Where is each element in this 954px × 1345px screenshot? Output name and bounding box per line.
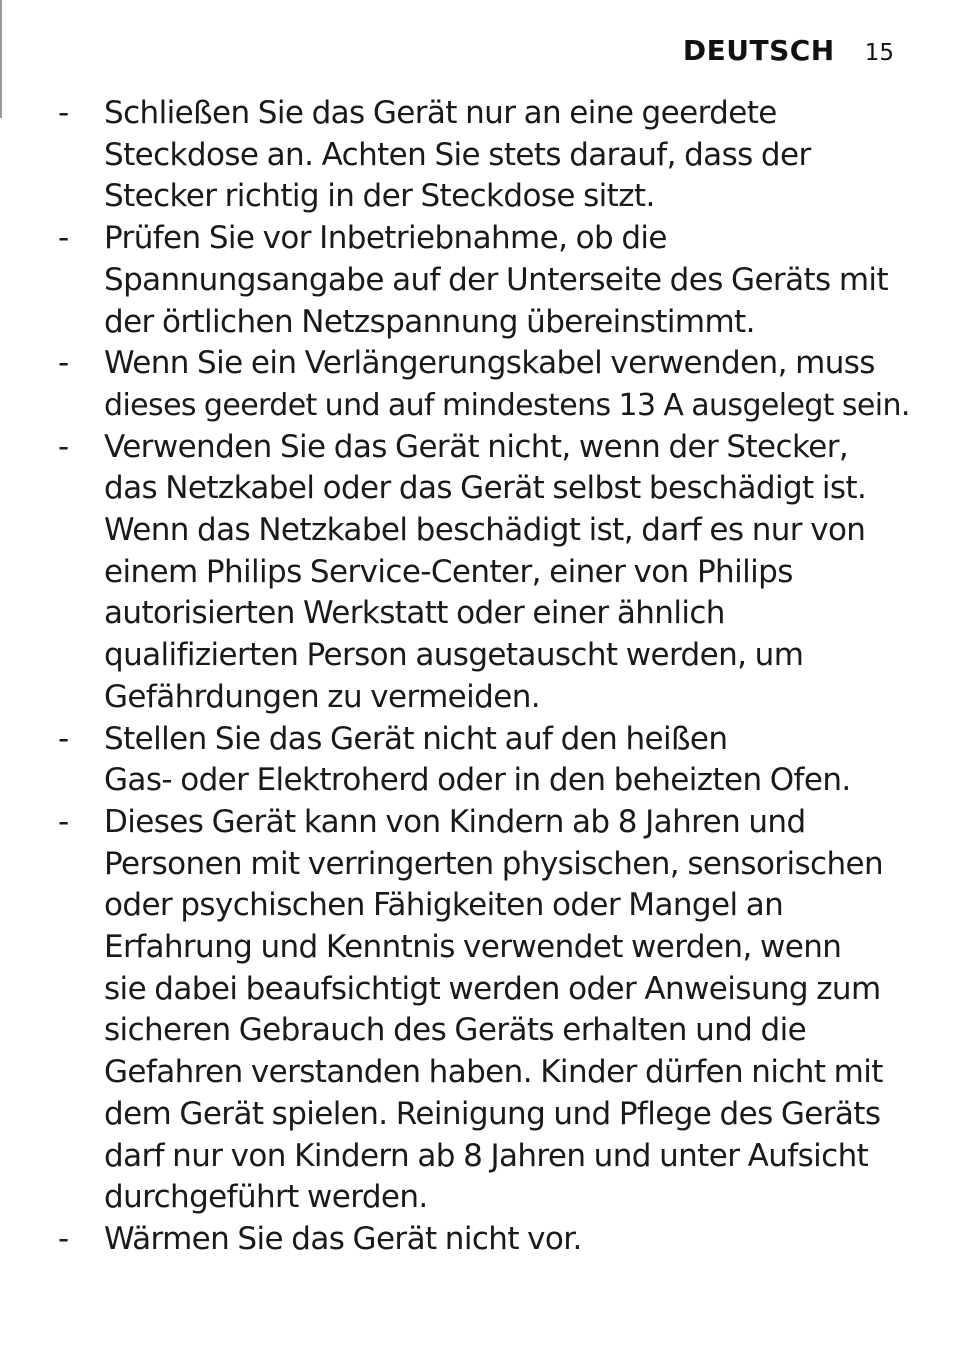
text-line: dieses geerdet und auf mindestens 13 A ausgelegt sein. <box>104 387 910 423</box>
text-line: Wärmen Sie das Gerät nicht vor. <box>104 1220 582 1257</box>
text-line: Prüfen Sie vor Inbetriebnahme, ob die <box>104 220 667 257</box>
page-number: 15 <box>864 40 894 66</box>
text-line: Personen mit verringerten physischen, sensorischen <box>104 845 884 882</box>
list-item <box>0 93 954 218</box>
list-item <box>0 343 954 426</box>
page-header <box>683 34 894 67</box>
text-line: sie dabei beaufsichtigt werden oder Anweisung zum <box>104 970 881 1007</box>
text-line: Stellen Sie das Gerät nicht auf den heißen <box>104 720 728 757</box>
safety-instructions <box>0 93 954 1261</box>
bullet-list <box>0 93 954 1261</box>
text-line: Spannungsangabe auf der Unterseite des Geräts mit <box>104 261 888 298</box>
text-line: Wenn das Netzkabel beschädigt ist, darf es nur von <box>104 512 866 549</box>
list-item <box>0 802 954 1219</box>
text-line: autorisierten Werkstatt oder einer ähnlich <box>104 595 725 632</box>
text-line: Steckdose an. Achten Sie stets darauf, dass der <box>104 136 811 173</box>
text-line: Schließen Sie das Gerät nur an eine geerdete <box>104 95 777 131</box>
text-line: durchgeführt werden. <box>104 1179 428 1216</box>
bullet-dash: - <box>58 803 69 840</box>
bullet-dash: - <box>58 1220 69 1257</box>
text-line: dem Gerät spielen. Reinigung und Pflege des Geräts <box>104 1095 881 1132</box>
text-line: qualifizierten Person ausgetauscht werden, um <box>104 637 804 674</box>
text-line: oder psychischen Fähigkeiten oder Mangel an <box>104 887 784 924</box>
text-line: Wenn Sie ein Verlängerungskabel verwenden, muss <box>104 345 875 382</box>
list-item <box>0 1219 954 1261</box>
bullet-dash: - <box>58 345 69 382</box>
list-item <box>0 427 954 719</box>
text-line: der örtlichen Netzspannung übereinstimmt. <box>104 303 755 340</box>
text-line: Dieses Gerät kann von Kindern ab 8 Jahren und <box>104 803 806 840</box>
bullet-dash: - <box>58 720 69 757</box>
section-label: DEUTSCH <box>682 34 835 67</box>
text-line: Gefährdungen zu vermeiden. <box>104 678 541 715</box>
bullet-dash: - <box>58 428 69 465</box>
text-line: Gefahren verstanden haben. Kinder dürfen nicht mit <box>104 1054 883 1091</box>
text-line: darf nur von Kindern ab 8 Jahren und unter Aufsicht <box>104 1137 869 1174</box>
text-line: Stecker richtig in der Steckdose sitzt. <box>104 178 655 215</box>
text-line: Gas- oder Elektroherd oder in den beheizten Ofen. <box>104 762 851 799</box>
bullet-dash: - <box>58 220 69 257</box>
text-line: Erfahrung und Kenntnis verwendet werden, wenn <box>104 929 842 966</box>
text-line: einem Philips Service-Center, einer von Philips <box>104 553 793 590</box>
text-line: Verwenden Sie das Gerät nicht, wenn der Stecker, <box>104 428 849 465</box>
text-line: das Netzkabel oder das Gerät selbst beschädigt ist. <box>104 470 867 507</box>
list-item <box>0 218 954 343</box>
list-item <box>0 719 954 802</box>
text-line: sicheren Gebrauch des Geräts erhalten und die <box>104 1012 807 1049</box>
bullet-dash: - <box>58 95 69 131</box>
